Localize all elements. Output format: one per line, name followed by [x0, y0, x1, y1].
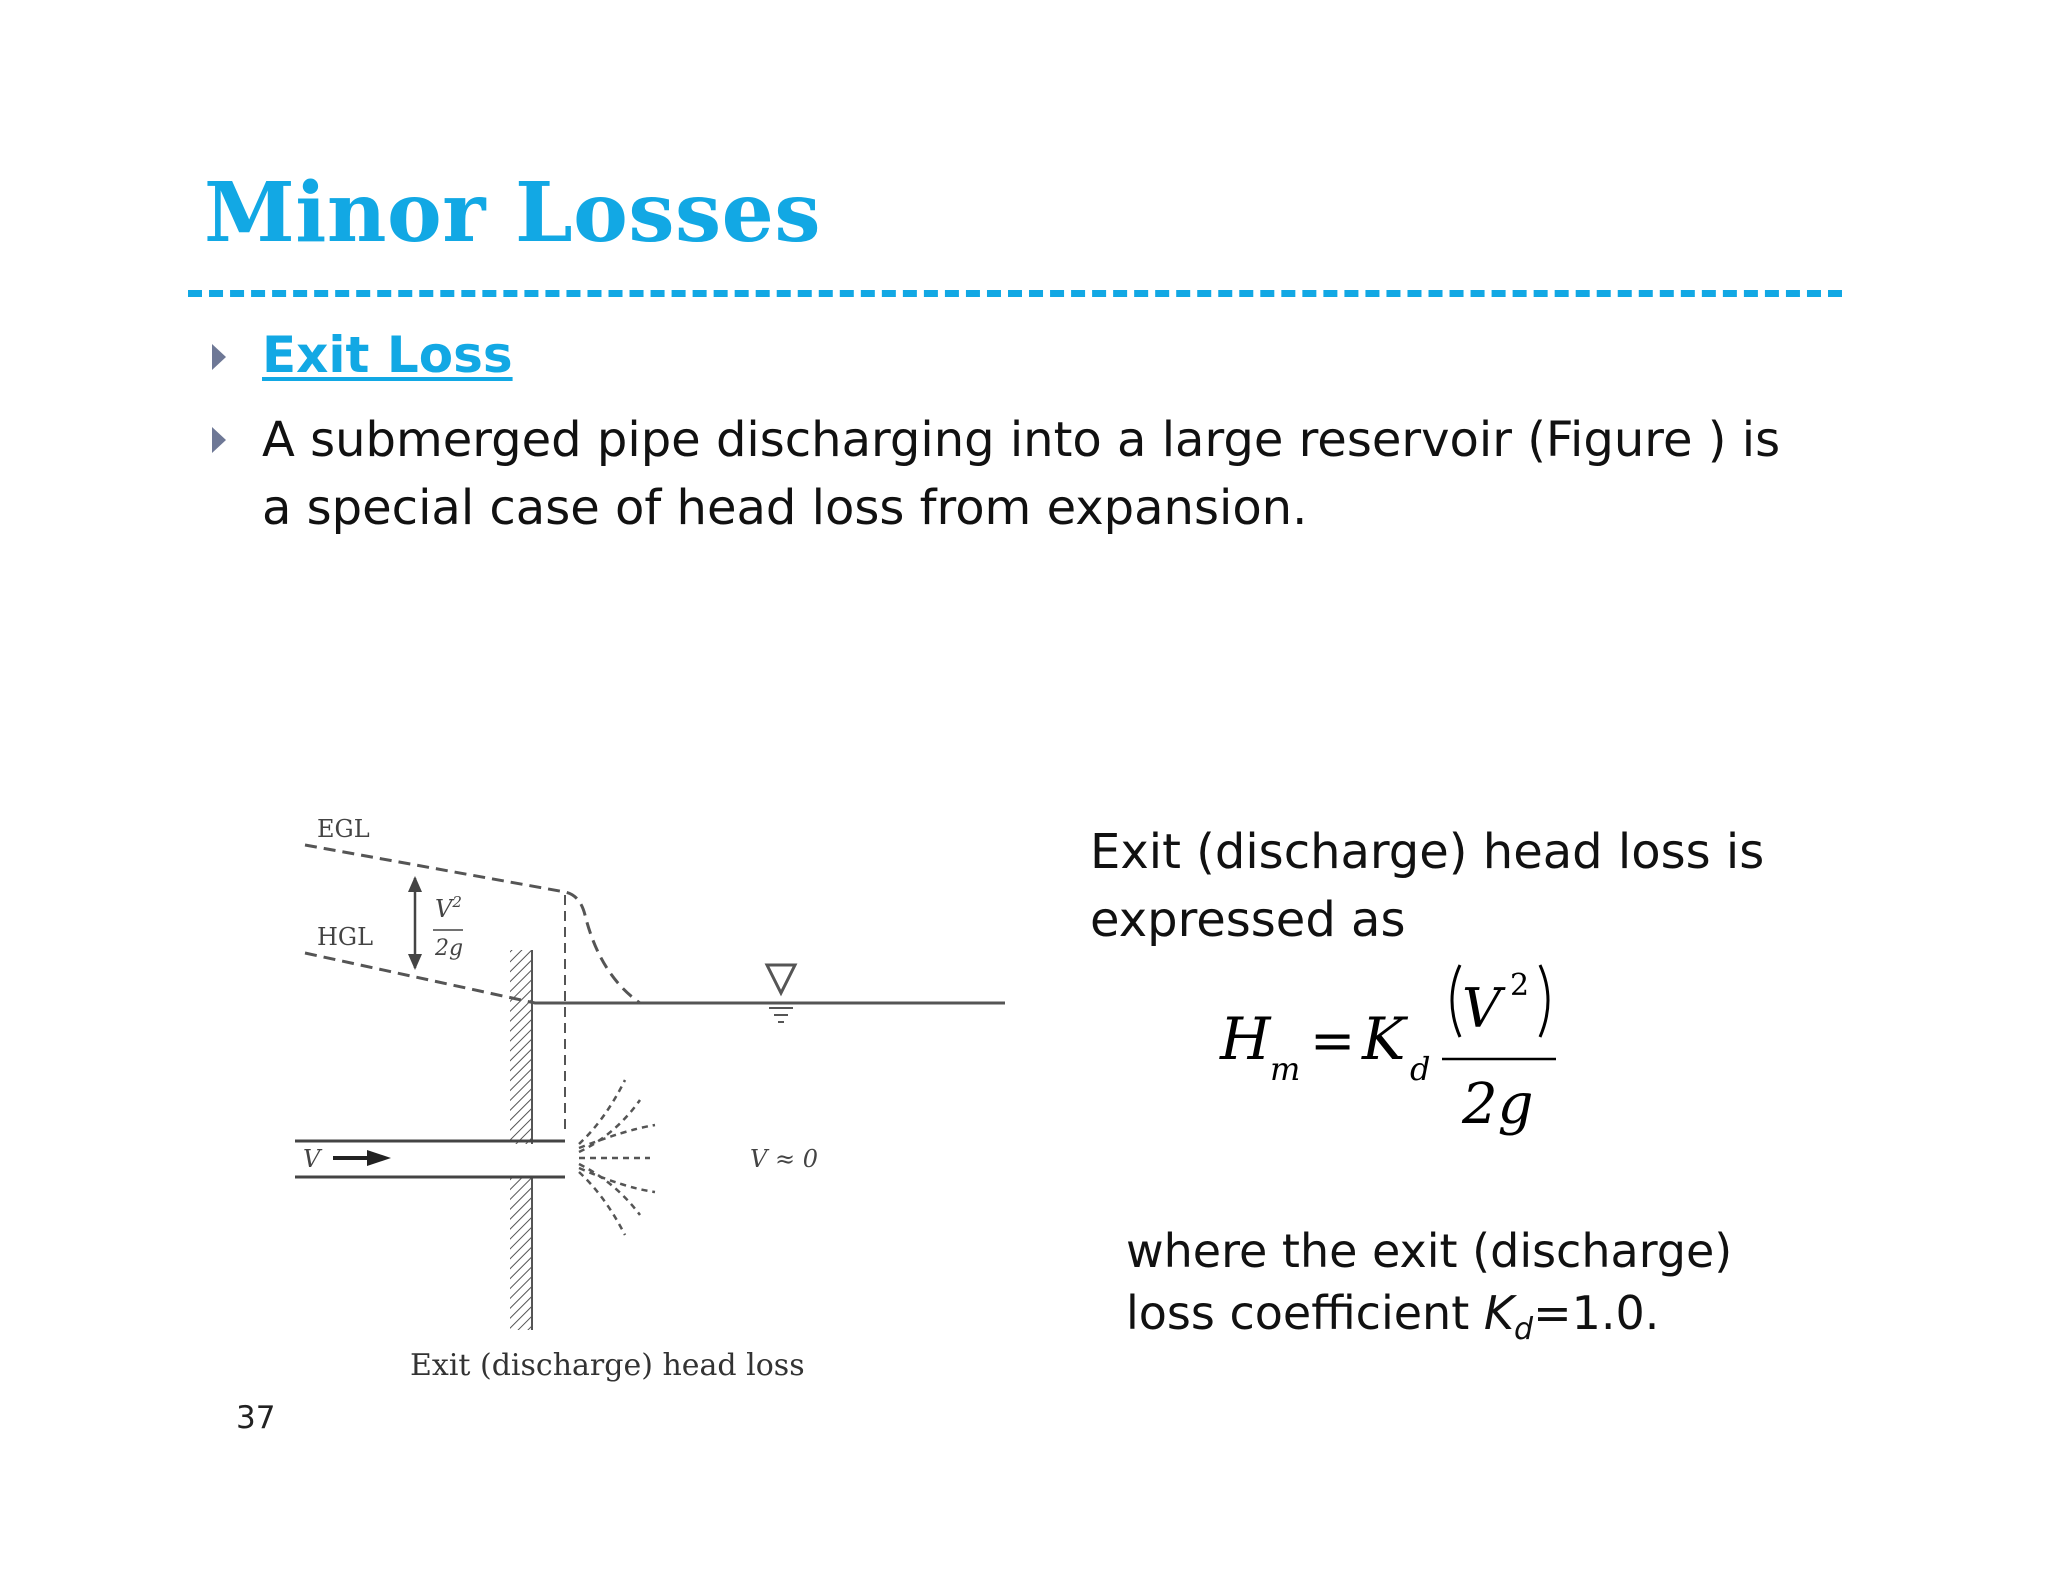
coefficient-note [1126, 1220, 1826, 1361]
formula-numerator: V [1462, 977, 1501, 1040]
formula-equals: = [1310, 1009, 1356, 1072]
discharge-jet-icon [579, 1080, 655, 1235]
bullet-text: A submerged pipe discharging into a large reservoir (Figure ) is a special case of head loss from expansion. [262, 412, 1781, 536]
coefficient-symbol: K [1483, 1286, 1515, 1340]
formula-coef-sub: d [1410, 1050, 1431, 1088]
page-number: 37 [236, 1400, 276, 1436]
two-g-label: 2g [435, 936, 464, 961]
exit-loss-diagram [295, 800, 1015, 1340]
formula-coef: K [1362, 1005, 1406, 1073]
hgl-label: HGL [317, 923, 374, 951]
water-surface-icon [767, 965, 795, 1022]
title-divider [188, 290, 1842, 297]
exit-loss-link[interactable]: Exit Loss [262, 326, 513, 384]
slide-title: Minor Losses [204, 165, 821, 261]
velocity-head-label: $V^2$ [435, 893, 462, 923]
formula-denominator: 2g [1462, 1072, 1534, 1137]
exit-loss-formula [1210, 955, 1570, 1145]
formula-lhs-sub: m [1270, 1050, 1301, 1088]
figure-caption: Exit (discharge) head loss [410, 1348, 805, 1383]
formula-lhs: H [1220, 1005, 1271, 1073]
coefficient-note-text: where the exit (discharge) loss coefficient [1126, 1224, 1733, 1340]
bullet-arrow-icon [212, 344, 226, 370]
bullet-arrow-icon [212, 427, 226, 453]
coefficient-value: =1.0. [1533, 1286, 1660, 1340]
explanation-intro: Exit (discharge) head loss is expressed as [1090, 824, 1765, 948]
hgl-line [305, 953, 640, 1003]
reservoir-velocity-label: V ≈ 0 [750, 1145, 818, 1173]
coefficient-sub: d [1514, 1312, 1534, 1347]
egl-label: EGL [317, 815, 370, 843]
formula-numerator-exp: 2 [1510, 968, 1530, 1003]
inlet-velocity-label: V [303, 1145, 321, 1173]
